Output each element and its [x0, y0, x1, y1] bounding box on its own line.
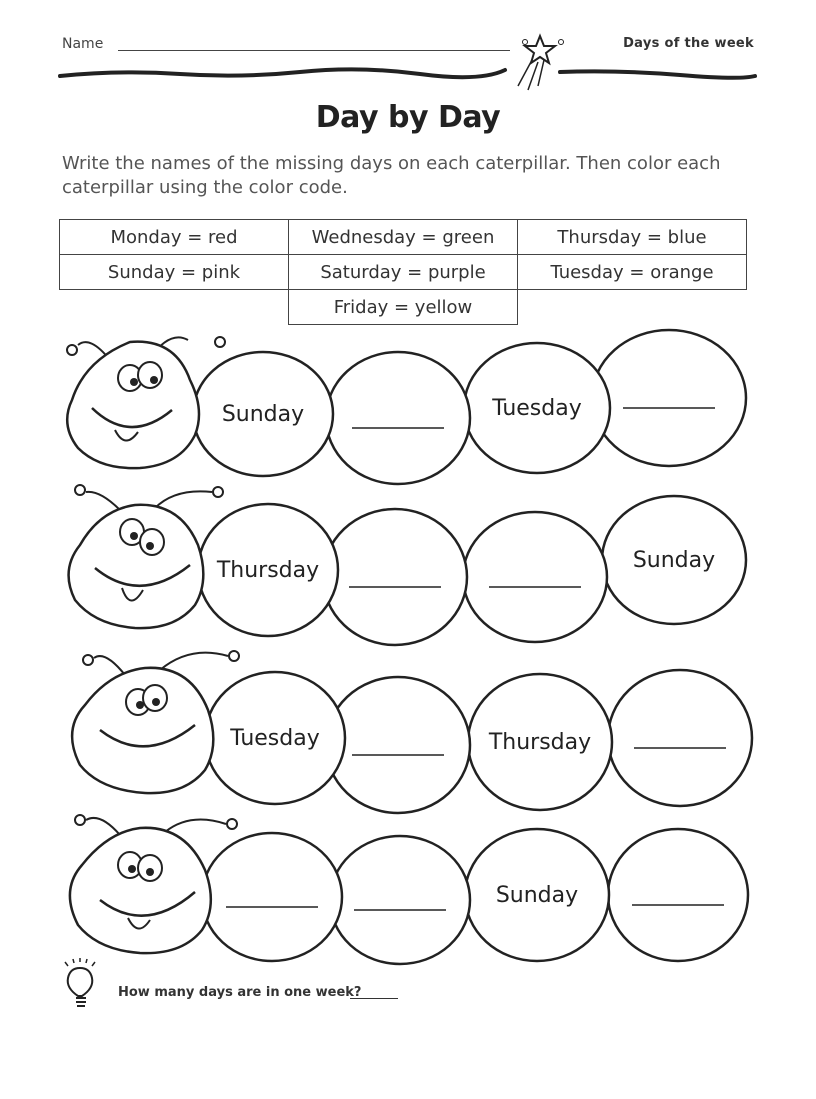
segment-circle	[592, 330, 746, 466]
color-code-cell: Sunday = pink	[60, 255, 289, 290]
color-code-cell: Saturday = purple	[289, 255, 518, 290]
worksheet-topic: Days of the week	[623, 36, 754, 51]
answer-field[interactable]	[350, 998, 398, 999]
caterpillars	[0, 320, 816, 970]
segment-circle	[326, 677, 470, 813]
color-code-row	[60, 255, 747, 290]
color-code-cell: Thursday = blue	[518, 220, 747, 255]
segment-circle	[463, 512, 607, 642]
caterpillar-4	[70, 815, 748, 964]
color-code-cell: Wednesday = green	[289, 220, 518, 255]
segment-day-label: Sunday	[221, 402, 305, 427]
segment-circle	[608, 670, 752, 806]
header-decoration	[0, 0, 816, 110]
header-rule-left	[60, 69, 505, 77]
caterpillar-head	[70, 828, 211, 953]
caterpillar-head	[67, 342, 199, 469]
segment-day-label: Thursday	[216, 558, 320, 583]
segment-day-label: Tuesday	[230, 726, 320, 751]
page-title: Day by Day	[315, 100, 501, 135]
segment-circle	[326, 352, 470, 484]
segment-circle	[202, 833, 342, 961]
segment-day-label: Thursday	[488, 730, 592, 755]
name-label: Name	[62, 36, 104, 52]
segment-day-label: Sunday	[632, 548, 716, 573]
color-code-row	[60, 220, 747, 255]
segment-circle	[608, 829, 748, 961]
header-rule-right	[560, 71, 755, 77]
lightbulb-icon	[60, 958, 104, 1018]
instructions: Write the names of the missing days on each caterpillar. Then color each caterpillar using the color code.	[62, 153, 721, 198]
segment-circle	[323, 509, 467, 645]
caterpillar-3	[72, 651, 752, 813]
segment-circle	[330, 836, 470, 964]
color-code-table	[59, 219, 747, 325]
shooting-star-icon	[518, 36, 564, 90]
color-code-cell: Monday = red	[60, 220, 289, 255]
segment-day-label: Sunday	[495, 883, 579, 908]
segment-day-label: Tuesday	[492, 396, 582, 421]
caterpillar-head	[72, 668, 213, 793]
question-text: How many days are in one week?	[118, 985, 362, 1000]
color-code-cell: Friday = yellow	[289, 290, 518, 325]
color-code-cell: Tuesday = orange	[518, 255, 747, 290]
caterpillar-1	[67, 330, 746, 484]
